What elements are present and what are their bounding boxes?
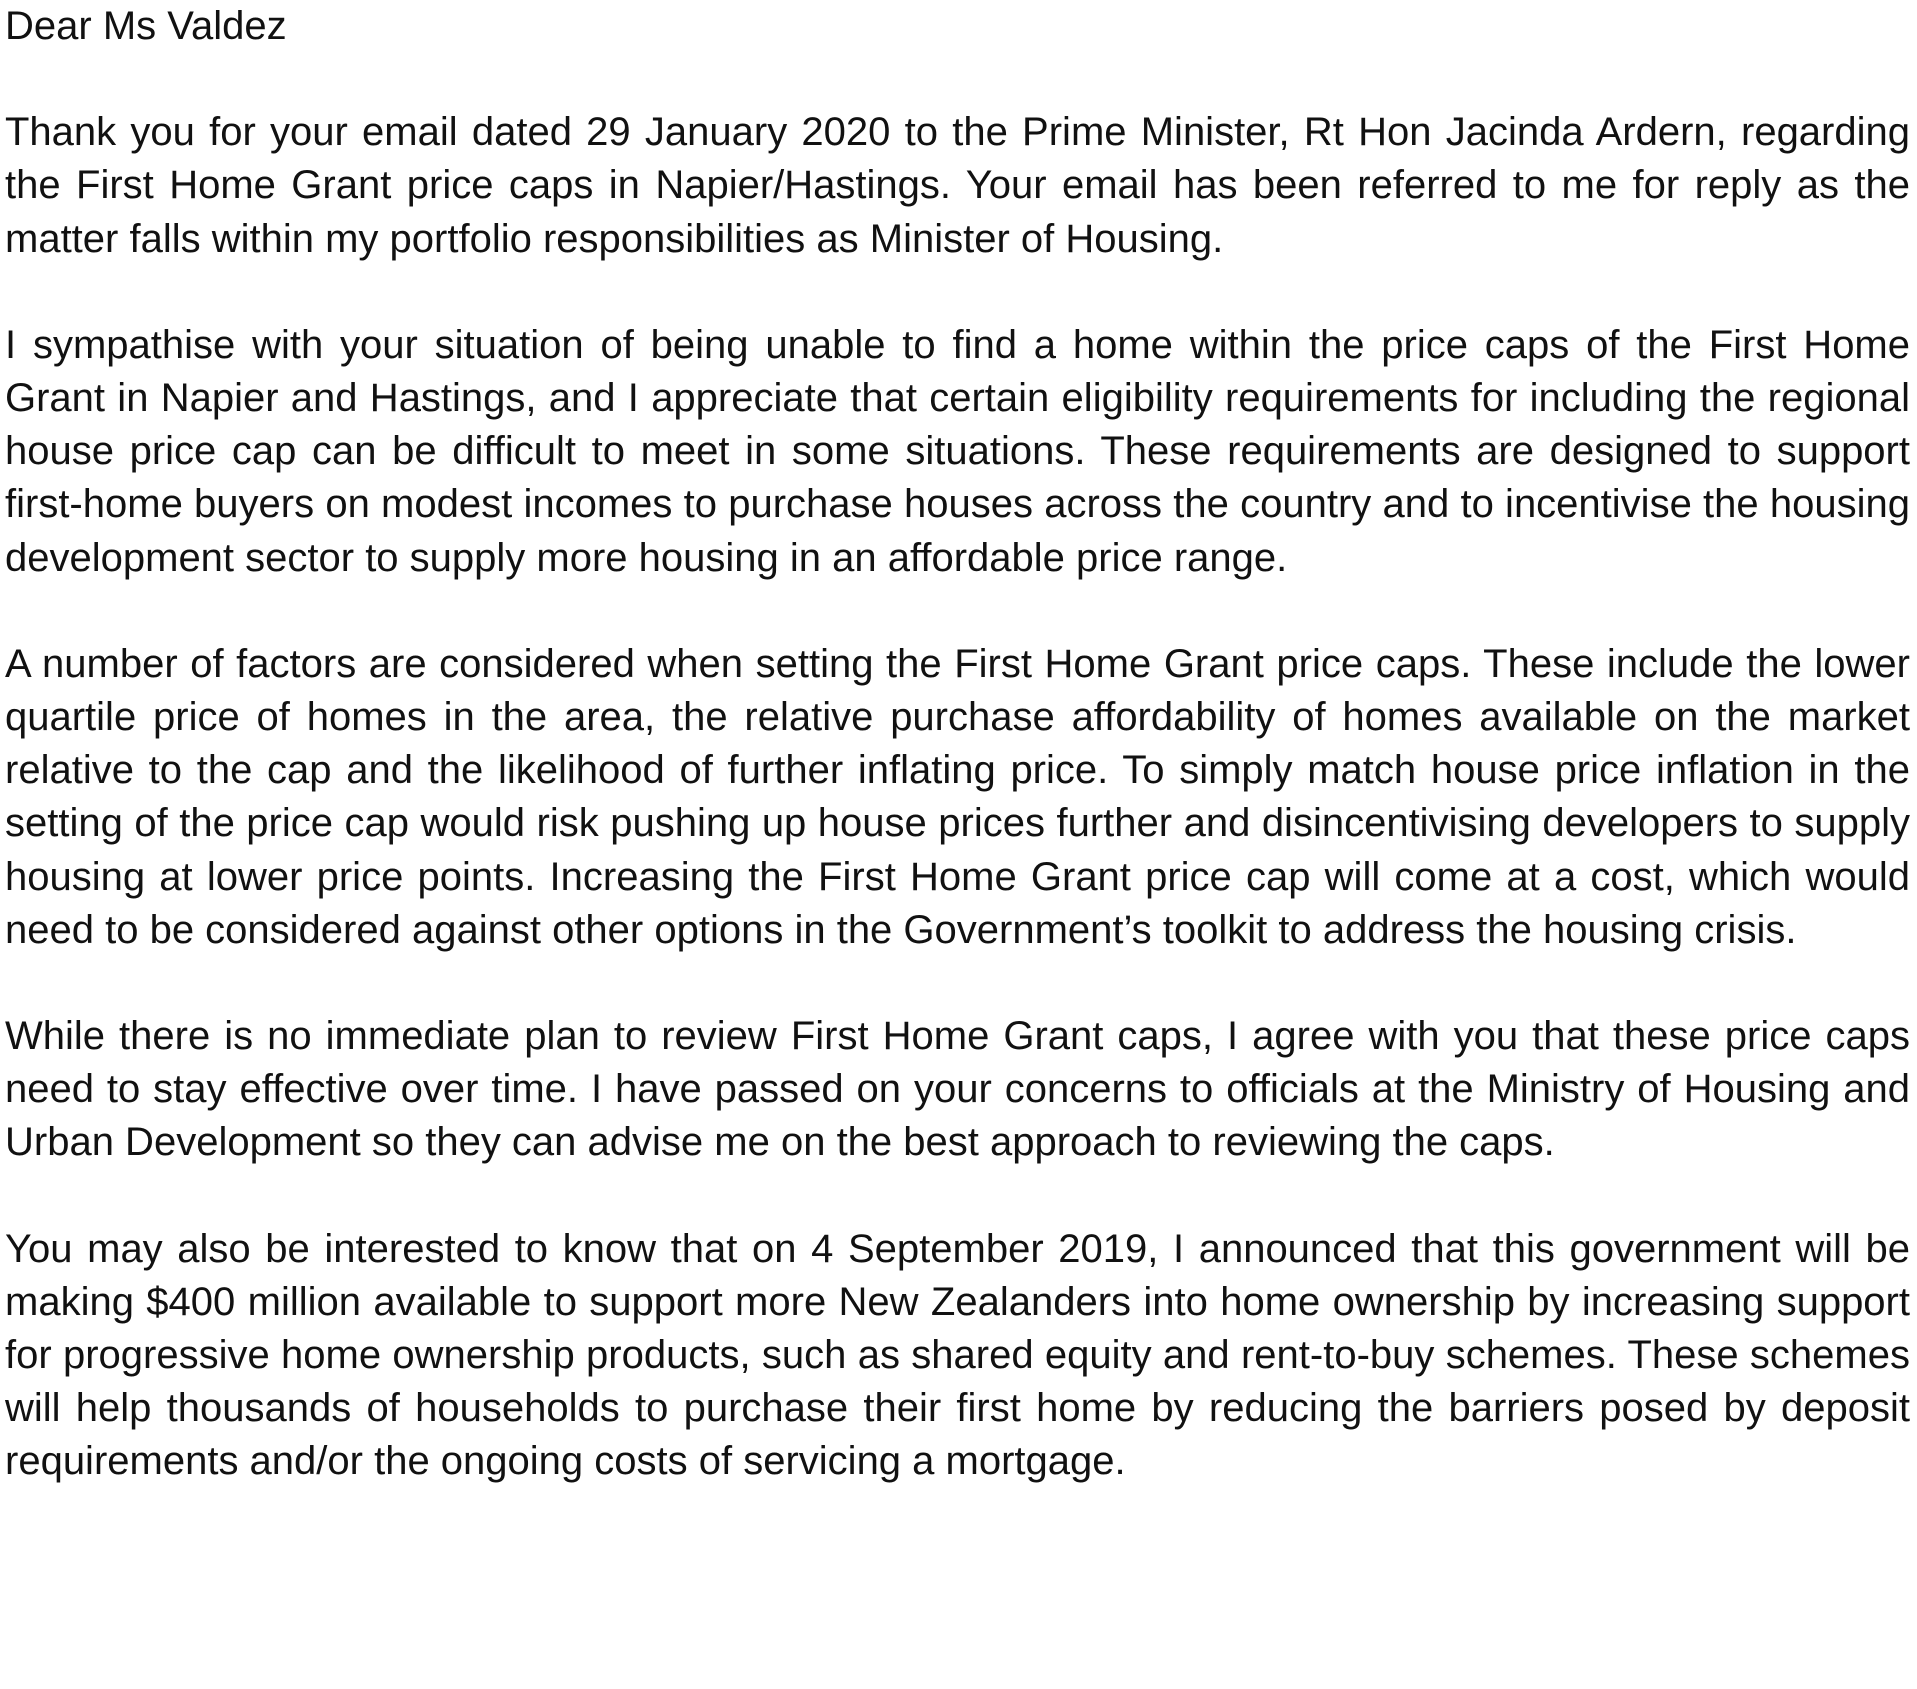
paragraph-review-plan: While there is no immediate plan to review First Home Grant caps, I agree with you that these price caps need to stay effective over time. I have passed on your concerns to officials at the Ministry of Housing and Urban Development so they can advise me on the best approach to reviewing the caps. xyxy=(5,1014,1910,1165)
paragraph-progressive-ownership: You may also be interested to know that on 4 September 2019, I announced that this government will be making $400 million available to support more New Zealanders into home ownership by increasing support for progressive home ownership products, such as shared equity and rent-to-buy schemes. These schemes will help thousands of households to purchase their first home by reducing the barriers posed by deposit requirements and/or the ongoing costs of servicing a mortgage. xyxy=(5,1226,1910,1484)
letter-body xyxy=(5,0,1910,1489)
paragraph-price-cap-factors: A number of factors are considered when setting the First Home Grant price caps. These include the lower quartile price of homes in the area, the relative purchase affordability of homes available on the market relative to the cap and the likelihood of further inflating price. To simply match house price inflation in the setting of the price cap would risk pushing up house prices further and disincentivising developers to supply housing at lower price points. Increasing the First Home Grant price cap will come at a cost, which would need to be considered against other options in the Government’s toolkit to address the housing crisis. xyxy=(5,641,1910,952)
paragraph-acknowledgement: Thank you for your email dated 29 January 2020 to the Prime Minister, Rt Hon Jacinda Ardern, regarding the First Home Grant price caps in Napier/Hastings. Your email has been referred to me for reply as the matter falls within my portfolio responsibilities as Minister of Housing. xyxy=(5,110,1910,261)
salutation: Dear Ms Valdez xyxy=(5,4,287,48)
paragraph-sympathy: I sympathise with your situation of being unable to find a home within the price caps of the First Home Grant in Napier and Hastings, and I appreciate that certain eligibility requirements for including the regional house price cap can be difficult to meet in some situations. These requirements are designed to support first-home buyers on modest incomes to purchase houses across the country and to incentivise the housing development sector to supply more housing in an affordable price range. xyxy=(5,322,1910,580)
